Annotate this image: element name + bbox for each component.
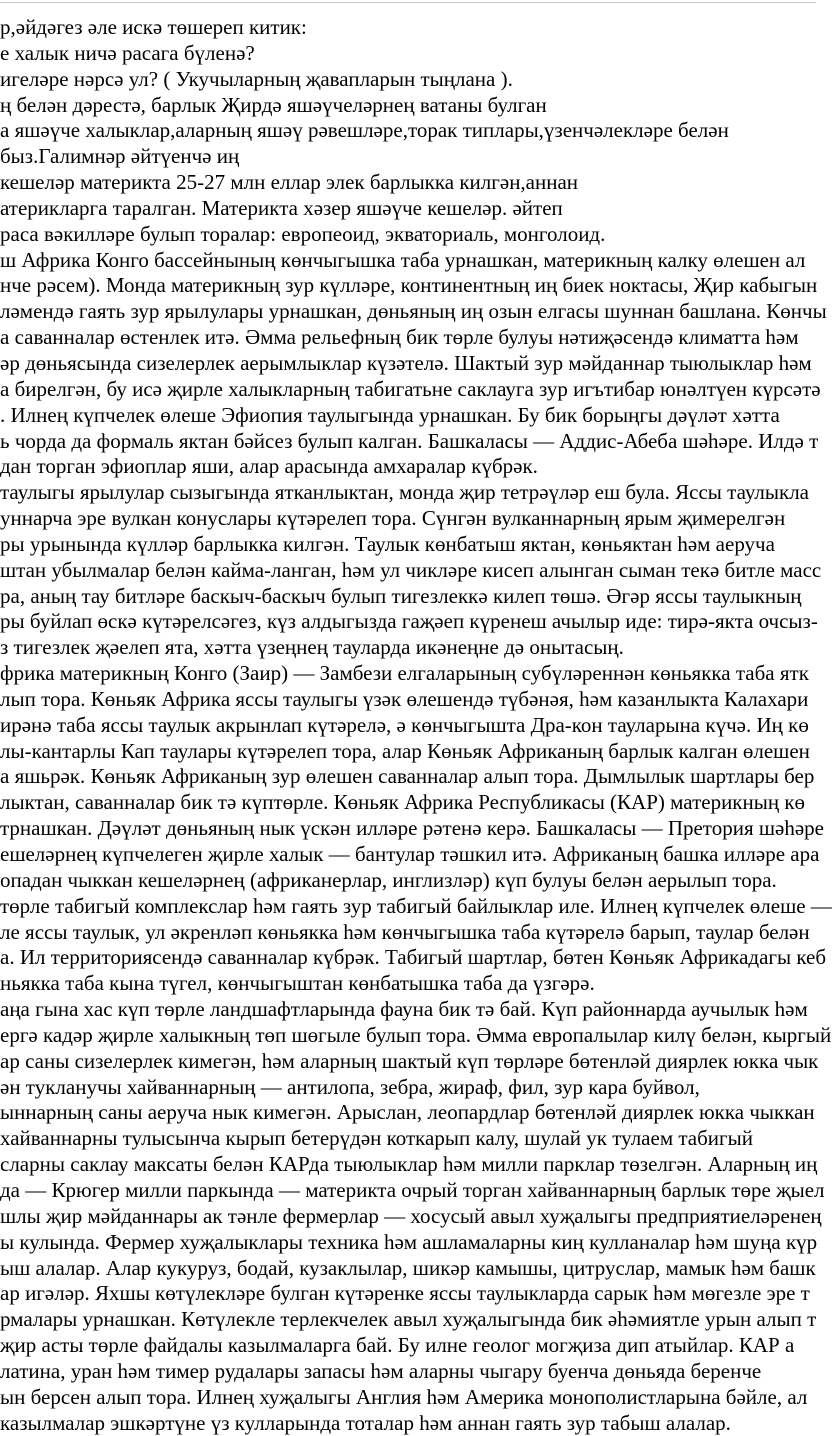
text-line: ы кулында. Фермер хуҗалыклары техника һәм ашламаларны киң кулланалар һәм шуңа күр bbox=[0, 1229, 818, 1254]
text-line: ын берсен алып тора. Илнең хуҗалыгы Англия һәм Америка монополистларына бәйле, ал bbox=[0, 1384, 808, 1409]
text-line: . Илнең күпчелек өлеше Эфиопия таулыгында урнашкан. Бу бик борыңгы дәүләт хәтта bbox=[0, 402, 780, 427]
document-text-body bbox=[0, 15, 832, 1436]
text-line: а саванналар өстенлек итә. Әмма рельефның бик төрле булуы нәтиҗәсендә климатта һәм bbox=[0, 325, 799, 350]
text-line: латина, уран һәм тимер рудалары запасы һәм аларны чыгару буенча дөньяда беренче bbox=[0, 1358, 762, 1383]
text-line: ры буйлап өскә күтәрелсәгез, күз алдыгызда гаҗәеп күренеш ачылыр иде: тирә-якта очсыз- bbox=[0, 609, 818, 634]
text-line: фрика материкның Конго (Заир) — Замбези елгаларының субүләреннән көньякка таба ятк bbox=[0, 661, 809, 686]
text-line: а бирелгән, бу исә җирле халыкларның табигатьне саклауга зур игътибар юнәлтүен күрсәтә bbox=[0, 376, 821, 401]
text-line: быз.Галимнәр әйтүенчә иң bbox=[0, 144, 240, 169]
top-border-line bbox=[0, 2, 816, 3]
text-line: раса вәкилләре булып торалар: европеоид, экваториаль, монголоид. bbox=[0, 221, 606, 246]
text-line: а яшьрәк. Көньяк Африканың зур өлешен саванналар алып тора. Дымлылык шартлары бер bbox=[0, 764, 815, 789]
text-line: штан убылмалар белән кайма-ланган, һәм ул чикләре кисеп алынган сыман текә битле масс bbox=[0, 557, 822, 582]
text-line: ләмендә гаять зур ярылулары урнашкан, дөньяның иң озын елгасы шуннан башлана. Көнчы bbox=[0, 299, 827, 324]
text-line: ар игәләр. Яхшы көтүлекләре булган күтәренке яссы таулыкларда сарык һәм мөгезле эре т bbox=[0, 1281, 810, 1306]
text-line: лыктан, саванналар бик тә күптөрле. Көньяк Африка Республикасы (КАР) материкның кө bbox=[0, 790, 806, 815]
text-line: әр дөньясында сизелерлек аерымлыклар күзәтелә. Шактый зур мәйданнар тыюлыклар һәм bbox=[0, 350, 812, 375]
text-line: таулыгы ярылулар сызыгында ятканлыктан, монда җир тетрәүләр еш була. Яссы таулыкла bbox=[0, 480, 809, 505]
text-line: ар саны сизелерлек кимегән, һәм аларның шактый күп төрләре бөтенләй диярлек юкка чык bbox=[0, 1048, 819, 1073]
text-line: лып тора. Көньяк Африка яссы таулыгы үзәк өлешендә түбәнәя, һәм казанлыкта Калахари bbox=[0, 686, 809, 711]
text-line: уннарча эре вулкан конуслары күтәрелеп тора. Сүнгән вулканнарның ярым җимерелгән bbox=[0, 506, 786, 531]
text-line: р,әйдәгез әле искә төшереп китик: bbox=[0, 15, 307, 39]
text-line: казылмалар эшкәртүне үз кулларында тоталар һәм аннан гаять зур табыш алалар. bbox=[0, 1410, 731, 1435]
text-line: а. Ил территориясендә саванналар күбрәк. Табигый шартлар, бөтен Көньяк Африкадагы кеб bbox=[0, 945, 827, 970]
text-line: аңа гына хас күп төрле ландшафтларында фауна бик тә бай. Күп районнарда аучылык һәм bbox=[0, 997, 808, 1022]
text-line: ш Африка Конго бассейнының көнчыгышка таба урнашкан, материкның калку өлешен ал bbox=[0, 247, 806, 272]
text-line: ры урынында күлләр барлыкка килгән. Таулык көнбатыш яктан, көньяктан һәм аеруча bbox=[0, 531, 775, 556]
text-line: а яшәүче халыклар,аларның яшәү рәвешләре,торак типлары,үзенчәлекләре белән bbox=[0, 118, 729, 143]
text-line: игеләре нәрсә ул? ( Укучыларның җавапларын тыңлана ). bbox=[0, 66, 513, 91]
text-line: ыш алалар. Алар кукуруз, бодай, кузаклылар, шикәр камышы, цитруслар, мамык һәм башк bbox=[0, 1255, 816, 1280]
text-line: лы-кантарлы Кап таулары күтәрелеп тора, алар Көньяк Африканың барлык калган өлешен bbox=[0, 738, 810, 763]
text-line: з тигезлек җәелеп ята, хәтта үзеңнең тауларда икәнеңне дә онытасың. bbox=[0, 635, 624, 660]
text-line: ле яссы таулык, ул әкренләп көньякка һәм көнчыгышка таба күтәрелә барып, таулар белән bbox=[0, 919, 810, 944]
text-line: атерикларга таралган. Материкта хәзер яшәүче кешеләр. әйтеп bbox=[0, 195, 563, 220]
text-line: ң белән дәрестә, барлык Җирдә яшәүчеләрнең ватаны булган bbox=[0, 92, 547, 117]
text-line: ешеләрнең күпчелеген җирле халык — бантулар тәшкил итә. Африканың башка илләре ара bbox=[0, 842, 820, 866]
text-line: хайваннарны тулысынча кырып бетерүдән коткарып калу, шулай ук тулаем табигый bbox=[0, 1126, 754, 1151]
text-line: ь чорда да формаль яктан бәйсез булып калган. Башкаласы — Аддис-Абеба шәһәре. Илдә т bbox=[0, 428, 819, 453]
text-line: кешеләр материкта 25-27 млн еллар элек барлыкка килгән,аннан bbox=[0, 170, 579, 195]
text-line: да — Крюгер милли паркында — материкта очрый торган хайваннарның барлык төре җыел bbox=[0, 1177, 825, 1202]
text-line: ергә кадәр җирле халыкның төп шөгыле булып тора. Әмма европалылар килү белән, кыргый bbox=[0, 1022, 832, 1047]
text-line: төрле табигый комплекслар һәм гаять зур табигый байлыклар иле. Илнең күпчелек өлеше — bbox=[0, 893, 832, 918]
text-line: трнашкан. Дәүләт дөньяның нык үскән илләре рәтенә керә. Башкаласы — Претория шәһәре bbox=[0, 816, 824, 841]
text-line: опадан чыккан кешеләрнең (африканерлар, инглизләр) күп булуы белән аерылып тора. bbox=[0, 867, 777, 892]
text-line: ирәнә таба яссы таулык акрынлап күтәрелә, ә көнчыгышта Дра-кон тауларына күчә. Иң кө bbox=[0, 712, 809, 737]
text-line: дан торган эфиоплар яши, алар арасында амхаралар күбрәк. bbox=[0, 454, 538, 479]
text-line: ра, аның тау битләре баскыч-баскыч булып тигезлеккә килеп төшә. Әгәр яссы таулыкның bbox=[0, 583, 802, 608]
text-line: шлы җир мәйданнары ак тәнле фермерлар — хосусый авыл хуҗалыгы предприятиеләренең bbox=[0, 1203, 822, 1228]
text-line: ньякка таба кына түгел, көнчыгыштан көнбатышка таба да үзгәрә. bbox=[0, 971, 595, 996]
text-line: рмалары урнашкан. Көтүлекле терлекчелек авыл хуҗалыгында бик әһәмиятле урын алып т bbox=[0, 1307, 817, 1332]
text-line: җир асты төрле файдалы казылмаларга бай. Бу илне геолог могҗиза дип атыйлар. КАР а bbox=[0, 1333, 795, 1358]
text-line: нче рәсем). Монда материкның зур күлләре, континентның иң биек ноктасы, Җир кабыгын bbox=[0, 273, 818, 298]
text-line: сларны саклау максаты белән КАРда тыюлыклар һәм милли парклар төзелгән. Аларның иң bbox=[0, 1152, 818, 1177]
text-line: ән тукланучы хайваннарның — антилопа, зебра, жираф, фил, зур кара буйвол, bbox=[0, 1074, 700, 1099]
text-line: ыннарның саны аеруча нык кимегән. Арыслан, леопардлар бөтенләй диярлек юкка чыккан bbox=[0, 1100, 815, 1125]
text-line: е халык ничә расага бүленә? bbox=[0, 40, 255, 65]
